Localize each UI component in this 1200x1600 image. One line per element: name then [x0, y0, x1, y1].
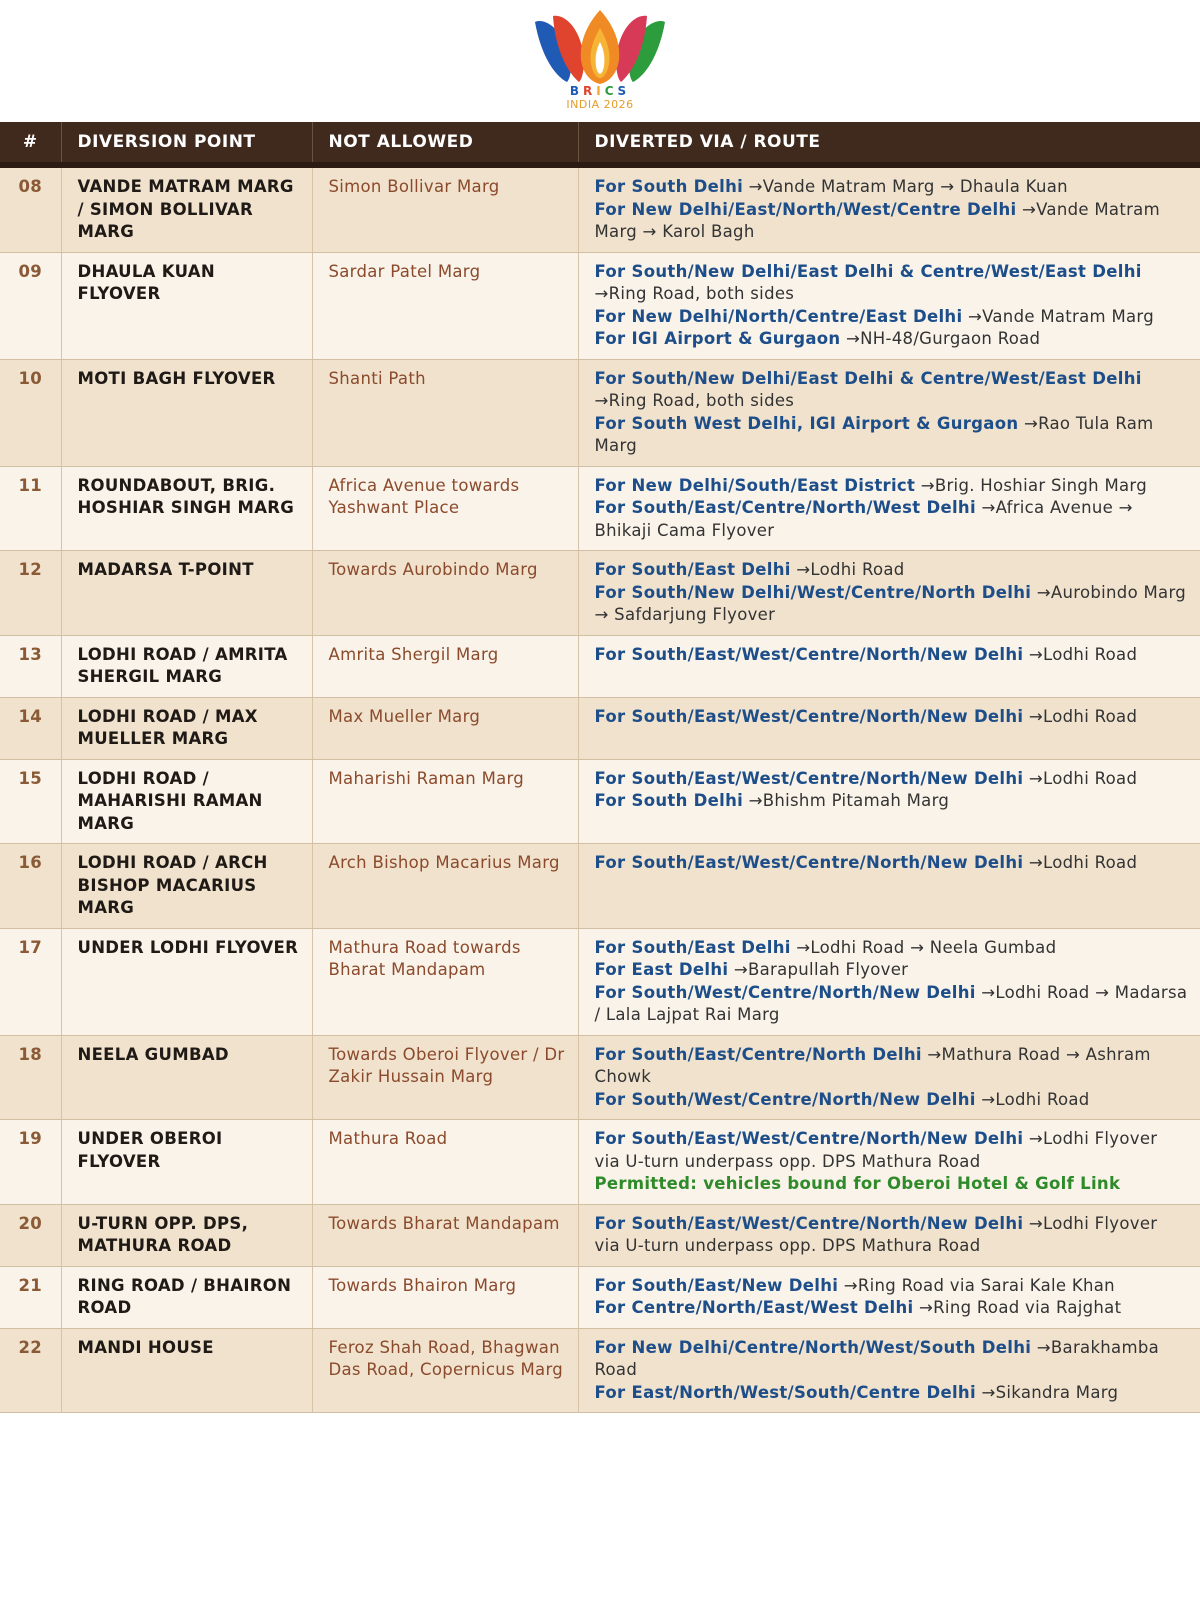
route-destination: For South/East/West/Centre/North/New Delhi — [594, 1213, 1024, 1233]
route-line — [595, 199, 1188, 244]
diversion-point: RING ROAD / BHAIRON ROAD — [61, 1266, 312, 1328]
row-number: 15 — [0, 759, 61, 844]
logo-letter-i: I — [596, 84, 605, 98]
route-via: →Rao Tula Ram Marg — [594, 413, 1154, 455]
route-destination: For New Delhi/Centre/North/West/South Delhi — [594, 1337, 1032, 1357]
header-number: # — [0, 122, 61, 165]
row-number: 14 — [0, 697, 61, 759]
diverted-route — [578, 165, 1200, 252]
diversion-point: LODHI ROAD / ARCH BISHOP MACARIUS MARG — [61, 844, 312, 929]
route-destination: For South Delhi — [594, 791, 744, 810]
route-line — [595, 1089, 1188, 1112]
route-destination: For East/North/West/South/Centre Delhi — [594, 1382, 976, 1402]
route-destination: For South/East/West/Centre/North/New Delhi — [594, 768, 1024, 788]
diversion-point: UNDER OBEROI FLYOVER — [61, 1120, 312, 1205]
table-row — [0, 1204, 1200, 1266]
route-destination: For South Delhi — [594, 177, 744, 196]
row-number: 13 — [0, 635, 61, 697]
route-destination: For South/East/West/Centre/North/New Delhi — [594, 644, 1024, 664]
route-destination: For Centre/North/East/West Delhi — [594, 1298, 914, 1317]
row-number: 11 — [0, 466, 61, 551]
route-via: →Bhishm Pitamah Marg — [743, 791, 950, 810]
row-number: 22 — [0, 1328, 61, 1413]
route-destination: For South/New Delhi/East Delhi & Centre/West/East Delhi — [594, 368, 1142, 388]
route-line — [595, 1044, 1188, 1089]
diversion-point: MOTI BAGH FLYOVER — [61, 359, 312, 466]
not-allowed: Simon Bollivar Marg — [312, 165, 578, 252]
route-destination: For South West Delhi, IGI Airport & Gurgaon — [594, 413, 1019, 433]
route-via: →Lodhi Road — [1023, 706, 1138, 726]
not-allowed: Mathura Road — [312, 1120, 578, 1205]
route-line — [595, 982, 1188, 1027]
diversion-point: VANDE MATRAM MARG / SIMON BOLLIVAR MARG — [61, 165, 312, 252]
header-diverted-via-route: DIVERTED VIA / ROUTE — [578, 122, 1200, 165]
diverted-route — [578, 1266, 1200, 1328]
route-destination: For South/East/West/Centre/North/New Delhi — [594, 853, 1024, 872]
route-destination: For South/West/Centre/North/New Delhi — [594, 982, 976, 1002]
table-row — [0, 252, 1200, 359]
diversion-point: ROUNDABOUT, BRIG. HOSHIAR SINGH MARG — [61, 466, 312, 551]
diverted-route — [578, 359, 1200, 466]
row-number: 12 — [0, 551, 61, 636]
route-line — [595, 1128, 1188, 1173]
row-number: 09 — [0, 252, 61, 359]
row-number: 18 — [0, 1035, 61, 1120]
route-via: →Lodhi Road — [975, 1089, 1090, 1109]
route-destination: For South/East/Centre/North/West Delhi — [594, 498, 976, 517]
route-via: →Mathura Road → Ashram Chowk — [594, 1044, 1151, 1086]
route-via: →Ring Road, both sides — [594, 391, 795, 410]
diverted-route — [578, 697, 1200, 759]
route-via: →Lodhi Road → Madarsa / Lala Lajpat Rai Marg — [594, 982, 1188, 1024]
header-logo-area — [0, 0, 1200, 122]
diversion-point: LODHI ROAD / MAHARISHI RAMAN MARG — [61, 759, 312, 844]
route-line — [595, 706, 1188, 729]
header-not-allowed: NOT ALLOWED — [312, 122, 578, 165]
table-header-row — [0, 122, 1200, 165]
not-allowed: Feroz Shah Road, Bhagwan Das Road, Copernicus Marg — [312, 1328, 578, 1413]
route-line — [595, 644, 1188, 667]
logo-letter-c: C — [604, 84, 618, 98]
table-row — [0, 759, 1200, 844]
not-allowed: Max Mueller Marg — [312, 697, 578, 759]
route-destination: For IGI Airport & Gurgaon — [594, 329, 841, 348]
route-line — [595, 559, 1188, 582]
route-destination: For New Delhi/North/Centre/East Delhi — [594, 306, 963, 326]
route-via: →Lodhi Road → Neela Gumbad — [790, 937, 1057, 957]
logo-letter-b: B — [569, 84, 583, 98]
route-via: →Vande Matram Marg → Dhaula Kuan — [743, 177, 1068, 196]
not-allowed: Shanti Path — [312, 359, 578, 466]
route-line — [595, 1337, 1188, 1382]
route-via: →Vande Matram Marg → Karol Bagh — [594, 199, 1160, 241]
route-via: →Lodhi Flyover via U-turn underpass opp. DPS Mathura Road — [594, 1213, 1158, 1255]
not-allowed: Arch Bishop Macarius Marg — [312, 844, 578, 929]
route-line — [595, 1213, 1188, 1258]
row-number: 17 — [0, 928, 61, 1035]
not-allowed: Towards Bhairon Marg — [312, 1266, 578, 1328]
table-row — [0, 697, 1200, 759]
brics-lotus-logo-icon — [533, 8, 667, 84]
row-number: 08 — [0, 165, 61, 252]
route-destination: For East Delhi — [594, 960, 729, 979]
diverted-route — [578, 1204, 1200, 1266]
route-destination: For South/East/West/Centre/North/New Delhi — [594, 1129, 1024, 1148]
brics-wordmark — [0, 84, 1200, 98]
diverted-route — [578, 551, 1200, 636]
table-row — [0, 635, 1200, 697]
route-via: →Lodhi Road — [1023, 644, 1138, 664]
diversion-point: DHAULA KUAN FLYOVER — [61, 252, 312, 359]
route-via: →Lodhi Road — [1023, 853, 1138, 872]
permitted-note: Permitted: vehicles bound for Oberoi Hotel & Golf Link — [594, 1174, 1121, 1193]
diverted-route — [578, 1120, 1200, 1205]
route-via: →Lodhi Flyover via U-turn underpass opp. DPS Mathura Road — [594, 1129, 1158, 1171]
row-number: 21 — [0, 1266, 61, 1328]
route-line — [595, 937, 1188, 960]
table-row — [0, 165, 1200, 252]
route-destination: For South/East/New Delhi — [594, 1275, 839, 1295]
route-destination: For South/New Delhi/East Delhi & Centre/West/East Delhi — [594, 261, 1142, 281]
not-allowed: Amrita Shergil Marg — [312, 635, 578, 697]
route-via: →Africa Avenue → Bhikaji Cama Flyover — [594, 498, 1133, 540]
route-line — [595, 1382, 1188, 1405]
route-destination: For South/East/West/Centre/North/New Delhi — [594, 706, 1024, 726]
row-number: 16 — [0, 844, 61, 929]
diverted-route — [578, 759, 1200, 844]
route-via: →Lodhi Road — [790, 560, 905, 579]
route-via: →Vande Matram Marg — [962, 306, 1154, 326]
diverted-route — [578, 466, 1200, 551]
diversion-point: NEELA GUMBAD — [61, 1035, 312, 1120]
not-allowed: Towards Bharat Mandapam — [312, 1204, 578, 1266]
logo-subtitle: INDIA 2026 — [566, 98, 634, 111]
route-line — [595, 768, 1188, 791]
route-line — [595, 176, 1188, 199]
diversion-point: UNDER LODHI FLYOVER — [61, 928, 312, 1035]
route-via: →Aurobindo Marg → Safdarjung Flyover — [594, 582, 1187, 624]
table-row — [0, 1120, 1200, 1205]
route-via: →Lodhi Road — [1023, 768, 1138, 788]
route-via: →Brig. Hoshiar Singh Marg — [915, 475, 1147, 495]
row-number: 20 — [0, 1204, 61, 1266]
diversion-point: LODHI ROAD / AMRITA SHERGIL MARG — [61, 635, 312, 697]
route-line — [595, 959, 1188, 982]
route-line — [595, 1297, 1188, 1320]
diverted-route — [578, 635, 1200, 697]
route-line — [595, 582, 1188, 627]
row-number: 10 — [0, 359, 61, 466]
diversion-point: U-TURN OPP. DPS, MATHURA ROAD — [61, 1204, 312, 1266]
route-via: →Barapullah Flyover — [728, 960, 909, 979]
diverted-route — [578, 1035, 1200, 1120]
route-via: →Ring Road via Rajghat — [913, 1298, 1122, 1317]
route-destination: For New Delhi/East/North/West/Centre Delhi — [594, 199, 1017, 219]
logo-letter-s: S — [617, 84, 631, 98]
header-diversion-point: DIVERSION POINT — [61, 122, 312, 165]
table-row — [0, 844, 1200, 929]
diverted-route — [578, 844, 1200, 929]
not-allowed: Mathura Road towards Bharat Mandapam — [312, 928, 578, 1035]
table-body — [0, 165, 1200, 1413]
not-allowed: Towards Oberoi Flyover / Dr Zakir Hussain Marg — [312, 1035, 578, 1120]
diverted-route — [578, 928, 1200, 1035]
route-line — [595, 306, 1188, 329]
not-allowed: Africa Avenue towards Yashwant Place — [312, 466, 578, 551]
not-allowed: Sardar Patel Marg — [312, 252, 578, 359]
diversion-point: LODHI ROAD / MAX MUELLER MARG — [61, 697, 312, 759]
route-line — [595, 261, 1188, 306]
table-row — [0, 359, 1200, 466]
route-line — [595, 413, 1188, 458]
row-number: 19 — [0, 1120, 61, 1205]
route-via: →Sikandra Marg — [975, 1382, 1119, 1402]
table-row — [0, 1328, 1200, 1413]
not-allowed: Maharishi Raman Marg — [312, 759, 578, 844]
route-line — [595, 368, 1188, 413]
route-destination: For New Delhi/South/East District — [594, 475, 916, 495]
table-row — [0, 1266, 1200, 1328]
route-line — [595, 852, 1188, 875]
diversion-point: MADARSA T-POINT — [61, 551, 312, 636]
route-line — [595, 790, 1188, 813]
logo-letter-r: R — [582, 84, 597, 98]
route-line — [595, 328, 1188, 351]
table-row — [0, 1035, 1200, 1120]
table-row — [0, 466, 1200, 551]
diverted-route — [578, 252, 1200, 359]
diverted-route — [578, 1328, 1200, 1413]
route-destination: For South/West/Centre/North/New Delhi — [594, 1089, 976, 1109]
table-row — [0, 928, 1200, 1035]
not-allowed: Towards Aurobindo Marg — [312, 551, 578, 636]
route-via: →Barakhamba Road — [594, 1337, 1160, 1379]
route-via: →Ring Road, both sides — [594, 284, 795, 303]
route-destination: For South/East/Centre/North Delhi — [594, 1044, 922, 1064]
diversion-table — [0, 122, 1200, 1413]
route-via: →Ring Road via Sarai Kale Khan — [838, 1275, 1115, 1295]
route-destination: For South/East Delhi — [594, 937, 791, 957]
route-line — [595, 497, 1188, 542]
route-line — [595, 1275, 1188, 1298]
route-destination: For South/East Delhi — [594, 560, 791, 579]
route-line — [595, 475, 1188, 498]
diversion-point: MANDI HOUSE — [61, 1328, 312, 1413]
route-destination: For South/New Delhi/West/Centre/North Delhi — [594, 582, 1032, 602]
table-row — [0, 551, 1200, 636]
route-via: →NH-48/Gurgaon Road — [840, 329, 1041, 348]
